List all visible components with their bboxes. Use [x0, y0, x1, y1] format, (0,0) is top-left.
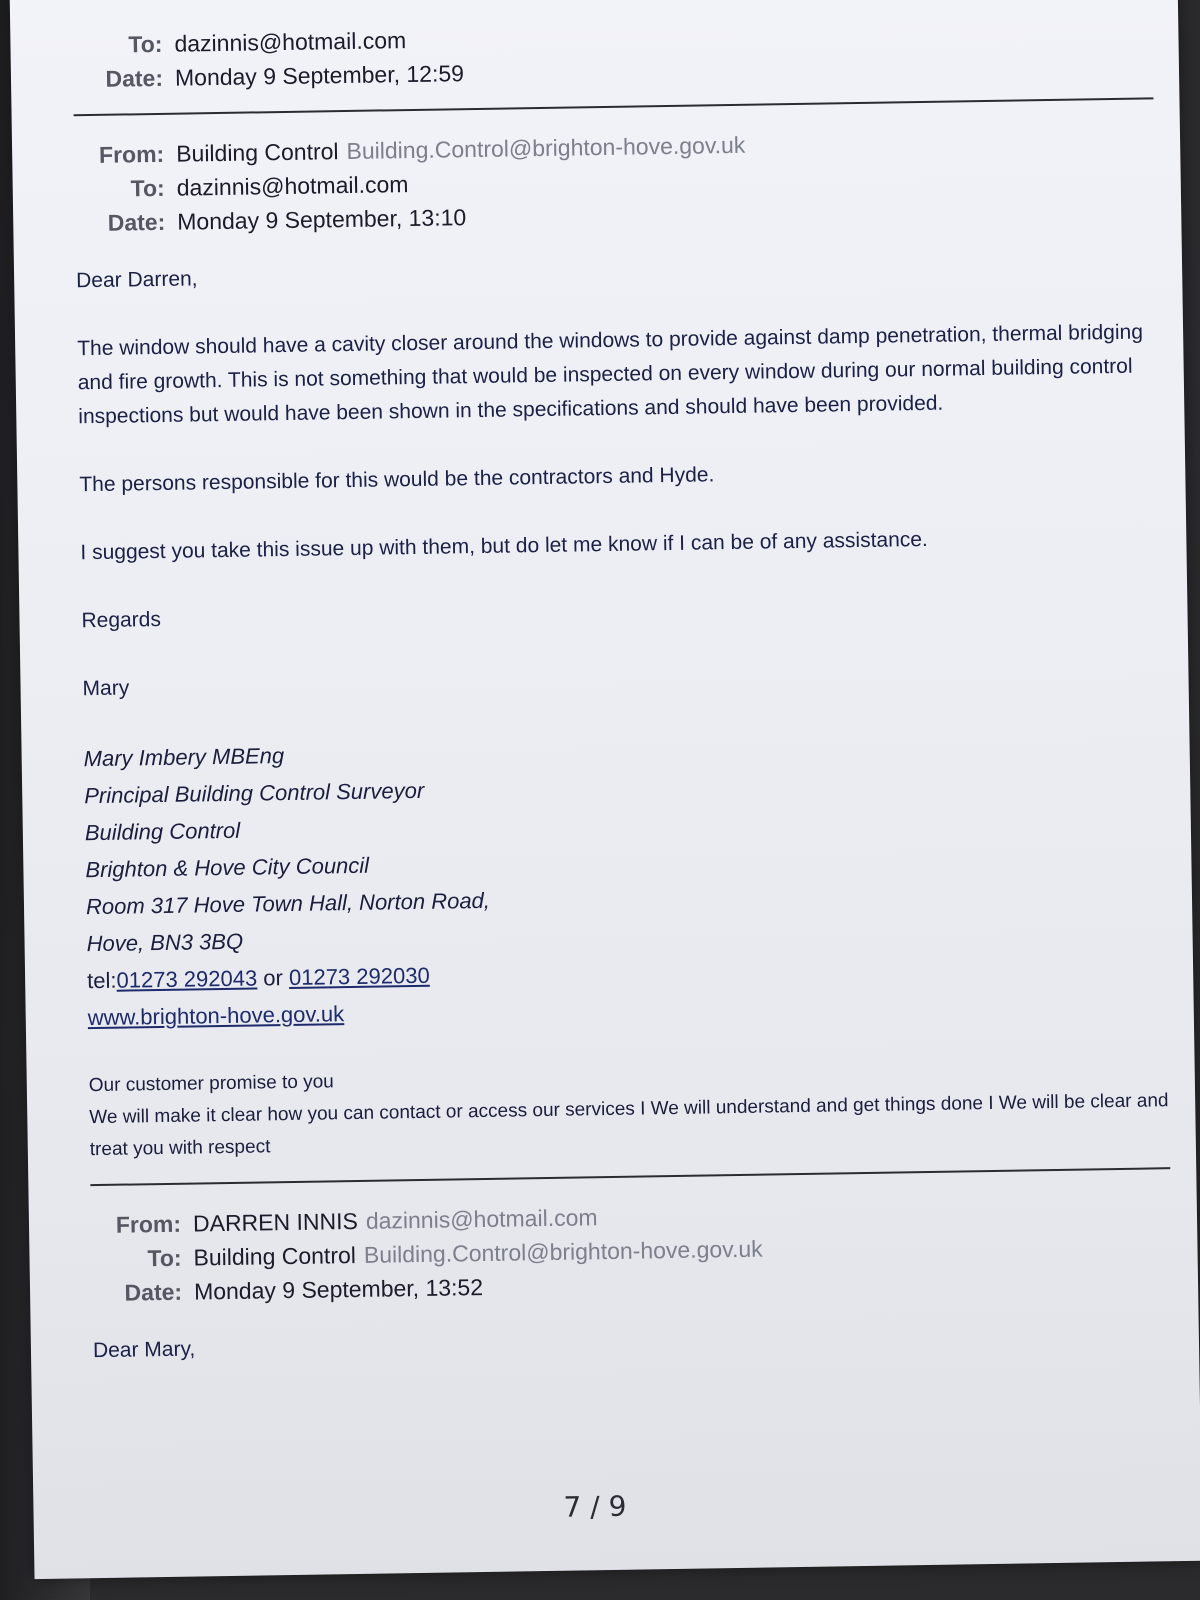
to-value: dazinnis@hotmail.com [176, 171, 409, 201]
body-paragraph: The persons responsible for this would be the contractors and Hyde. [79, 463, 715, 497]
body-paragraph: The window should have a cavity closer around the windows to provide against damp penetration, thermal bridging and fire growth. This is not something that would be inspected on every window during our normal building control inspections but would have been shown in the specifications and should have been provided. [77, 320, 1144, 429]
sender-first-name: Mary [82, 676, 130, 701]
website-link[interactable]: www.brighton-hove.gov.uk [87, 1001, 345, 1031]
signature-organisation: Brighton & Hove City Council [85, 852, 370, 883]
signature-name: Mary Imbery MBEng [83, 743, 285, 772]
to-email: Building.Control@brighton-hove.gov.uk [363, 1235, 763, 1268]
to-name: Building Control [193, 1241, 357, 1271]
from-email: dazinnis@hotmail.com [365, 1204, 598, 1234]
date-value: Monday 9 September, 13:10 [177, 204, 467, 235]
email-header-previous [72, 11, 1153, 96]
signature-title: Principal Building Control Surveyor [84, 777, 425, 809]
from-label: From: [98, 140, 165, 168]
email-divider [90, 1167, 1170, 1186]
date-label: Date: [105, 64, 164, 92]
greeting: Dear Darren, [75, 267, 198, 293]
date-value: Monday 9 September, 13:52 [193, 1273, 484, 1305]
promise-title: Our customer promise to you [88, 1071, 334, 1097]
tel-separator: or [257, 965, 290, 991]
date-label: Date: [107, 208, 166, 236]
reply-greeting: Dear Mary, [92, 1337, 196, 1363]
email-header-building-control [74, 121, 1155, 240]
customer-promise [89, 1053, 1170, 1166]
body-paragraph: I suggest you take this issue up with them, but do let me know if I can be of any assistance. [80, 527, 928, 565]
date-label: Date: [124, 1278, 183, 1306]
to-label: To: [147, 1244, 182, 1272]
to-label: To: [130, 174, 165, 202]
to-value: dazinnis@hotmail.com [174, 27, 407, 57]
date-value: Monday 9 September, 12:59 [174, 60, 465, 91]
tel-prefix: tel: [86, 967, 117, 994]
signature-department: Building Control [84, 817, 241, 846]
email-signature [83, 723, 1168, 1036]
signature-address-line: Room 317 Hove Town Hall, Norton Road, [85, 887, 491, 920]
promise-text: We will make it clear how you can contact or access our services I We will understand and get things done I We will be clear and treat you with respect [89, 1090, 1169, 1161]
phone-link[interactable]: 01273 292030 [288, 962, 430, 991]
from-name: Building Control [175, 138, 339, 167]
signature-address-line: Hove, BN3 3BQ [86, 928, 244, 957]
from-label: From: [115, 1210, 182, 1238]
to-label: To: [128, 30, 163, 58]
closing: Regards [81, 607, 162, 633]
phone-link[interactable]: 01273 292043 [116, 965, 258, 993]
email-header-reply [91, 1191, 1172, 1310]
page-content [72, 11, 1173, 1368]
email-divider [74, 97, 1154, 116]
page-number: 7 / 9 [563, 1489, 627, 1524]
printed-page [10, 0, 1200, 1579]
from-email: Building.Control@brighton-hove.gov.uk [346, 131, 746, 164]
email-body [76, 247, 1163, 706]
from-name: DARREN INNIS [192, 1207, 359, 1237]
